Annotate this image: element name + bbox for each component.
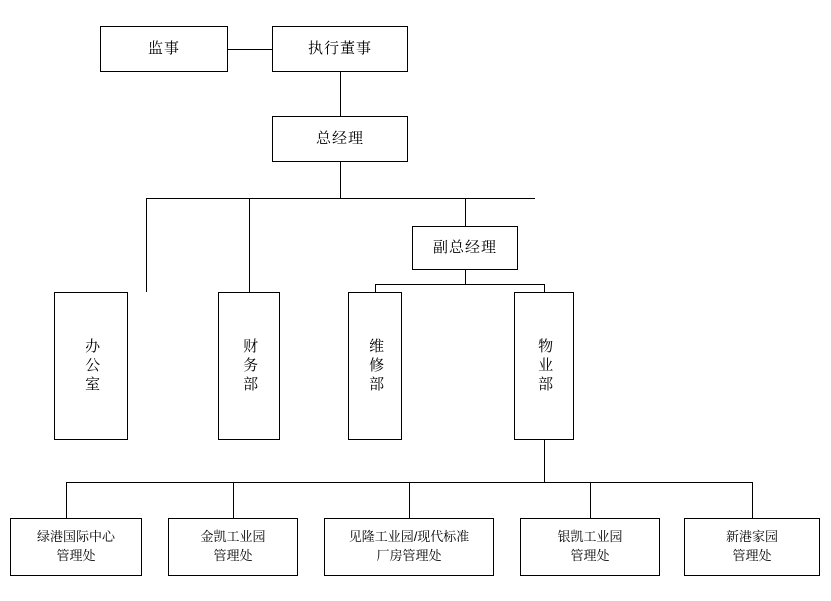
- node-gm[interactable]: 总经理: [272, 116, 408, 162]
- connector-bus-to-xingang: [752, 482, 753, 518]
- connector-bus-to-deputy: [465, 198, 466, 226]
- node-xingang[interactable]: 新港家园 管理处: [684, 518, 820, 576]
- connector-bus-to-jinkai: [233, 482, 234, 518]
- node-office[interactable]: 办公室: [54, 292, 128, 440]
- node-jinkai[interactable]: 金凯工业园 管理处: [168, 518, 298, 576]
- connector-bus-to-office: [146, 198, 147, 292]
- connector-deputy-drop: [465, 270, 466, 284]
- node-yinkai[interactable]: 银凯工业园 管理处: [520, 518, 660, 576]
- connector-bus-to-lvgang: [66, 482, 67, 518]
- node-supervisor[interactable]: 监事: [100, 26, 228, 72]
- node-maintenance[interactable]: 维修部: [348, 292, 402, 440]
- node-jianlong[interactable]: 见隆工业园/现代标准 厂房管理处: [324, 518, 494, 576]
- node-exec-director[interactable]: 执行董事: [272, 26, 408, 72]
- connector-bus-to-finance: [249, 198, 250, 292]
- node-deputy-gm[interactable]: 副总经理: [412, 226, 518, 270]
- connector-bus-to-jianlong: [409, 482, 410, 518]
- connector-bus-to-yinkai: [590, 482, 591, 518]
- connector-gm-bus: [146, 198, 535, 199]
- connector-gm-drop: [340, 162, 341, 198]
- connector-exec-to-gm: [340, 72, 341, 116]
- node-property[interactable]: 物业部: [514, 292, 574, 440]
- connector-property-drop: [544, 440, 545, 482]
- connector-deputy-bus: [375, 284, 545, 285]
- node-finance[interactable]: 财务部: [218, 292, 280, 440]
- node-lvgang[interactable]: 绿港国际中心 管理处: [10, 518, 142, 576]
- connector-supervisor-to-exec: [228, 49, 272, 50]
